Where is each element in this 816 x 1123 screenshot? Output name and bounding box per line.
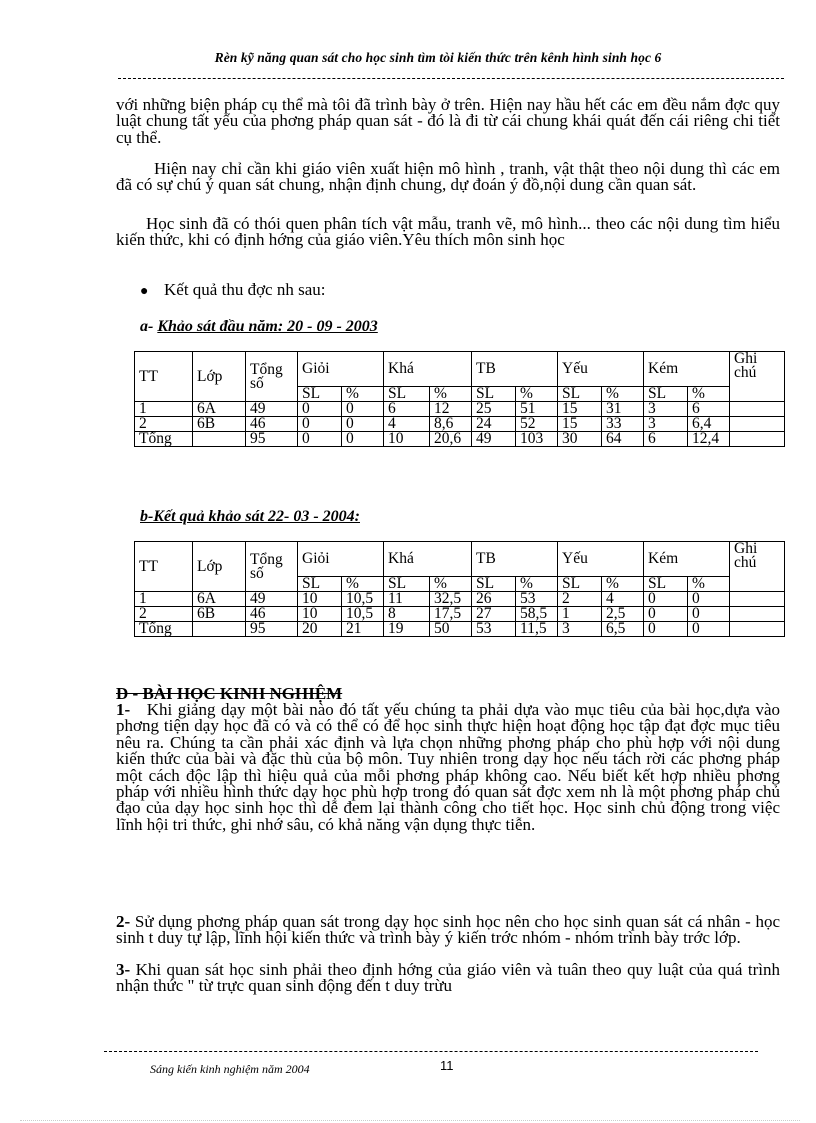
header-kha: Khá (384, 542, 472, 577)
survey-b-body (135, 592, 785, 637)
table-cell: 46 (246, 607, 298, 622)
table-cell: 64 (602, 432, 644, 447)
header-gioi: Giỏi (298, 542, 384, 577)
paragraph-1: với những biện pháp cụ thể mà tôi đã trình bày ở trên. Hiện nay hầu hết các em đều nắm đợc quy luật chung tất yếu của phơng pháp quan sát - đó là đi từ cái chung khái quát đến cái riêng chi tiết cụ thể. (116, 95, 780, 147)
table-cell (730, 432, 785, 447)
subheader-sl: SL (558, 577, 602, 592)
lesson-item-3-num: 3- (116, 960, 131, 979)
lesson-item-2 (116, 914, 780, 947)
table-cell (730, 402, 785, 417)
lesson-item-1 (116, 702, 780, 833)
header-gioi: Giỏi (298, 352, 384, 387)
table-cell: 17,5 (430, 607, 472, 622)
table-cell: 49 (246, 592, 298, 607)
header-ghi-chu: Ghi chú (730, 542, 785, 592)
table-cell: 3 (558, 622, 602, 637)
lesson-item-2-text: Sử dụng phơng pháp quan sát trong dạy học sinh học nên cho học sinh quan sát cá nhân - học sinh t duy tự lập, lĩnh hội kiến thức và trình bày ý kiến trớc nhóm - nhóm trình bày trớc lớp. (116, 912, 780, 948)
table-cell: 4 (384, 417, 430, 432)
section-d-title: D - BÀI HỌC KINH NGHIỆM (116, 684, 343, 703)
subheader-pct: % (688, 577, 730, 592)
subheader-pct: % (516, 577, 558, 592)
subheader-pct: % (430, 577, 472, 592)
subheader-sl: SL (384, 387, 430, 402)
table-cell: 2 (135, 417, 193, 432)
table-cell: 0 (644, 592, 688, 607)
page-header: Rèn kỹ năng quan sát cho học sinh tìm tòi kiến thức trên kênh hình sinh học 6 (214, 50, 662, 65)
table-cell: 1 (135, 592, 193, 607)
table-cell: 19 (384, 622, 430, 637)
survey-b-title (140, 508, 360, 526)
table-cell: 6A (193, 402, 246, 417)
header-divider (118, 78, 784, 79)
table-cell: 3 (644, 417, 688, 432)
subheader-pct: % (516, 387, 558, 402)
table-cell: 3 (644, 402, 688, 417)
table-cell: 12 (430, 402, 472, 417)
header-ghi-chu: Ghi chú (730, 352, 785, 402)
table-cell: 0 (342, 417, 384, 432)
table-cell: 0 (644, 607, 688, 622)
table-cell: 6A (193, 592, 246, 607)
table-cell: 53 (472, 622, 516, 637)
subheader-pct: % (430, 387, 472, 402)
subheader-pct: % (688, 387, 730, 402)
table-cell: 10 (298, 592, 342, 607)
header-tb: TB (472, 542, 558, 577)
survey-a-prefix: a- (140, 318, 154, 335)
page-number: 11 (440, 1058, 454, 1073)
table-cell: 103 (516, 432, 558, 447)
bullet-text: Kết quả thu đợc nh sau: (164, 280, 326, 299)
table-cell: 1 (135, 402, 193, 417)
table-cell: 6,4 (688, 417, 730, 432)
table-cell: 24 (472, 417, 516, 432)
table-cell: 30 (558, 432, 602, 447)
header-kha: Khá (384, 352, 472, 387)
table-cell: 32,5 (430, 592, 472, 607)
table-row (135, 417, 785, 432)
table-cell: 2,5 (602, 607, 644, 622)
survey-a-title-text: Khảo sát đầu năm: 20 - 09 - 2003 (157, 318, 378, 335)
table-cell: 20 (298, 622, 342, 637)
table-row (135, 432, 785, 447)
header-yeu: Yếu (558, 542, 644, 577)
table-cell: 0 (342, 402, 384, 417)
table-cell: 0 (298, 432, 342, 447)
table-cell: 10 (298, 607, 342, 622)
table-cell: 95 (246, 622, 298, 637)
table-cell: 11 (384, 592, 430, 607)
subheader-pct: % (602, 387, 644, 402)
table-cell: 58,5 (516, 607, 558, 622)
table-cell: 2 (135, 607, 193, 622)
table-cell: 0 (688, 607, 730, 622)
table-cell: 49 (472, 432, 516, 447)
table-cell: 46 (246, 417, 298, 432)
table-row (135, 622, 785, 637)
survey-a-title (140, 318, 378, 336)
table-cell: 0 (298, 402, 342, 417)
table-cell: 33 (602, 417, 644, 432)
table-cell: 0 (298, 417, 342, 432)
subheader-sl: SL (298, 387, 342, 402)
table-cell: 95 (246, 432, 298, 447)
table-cell: 10 (384, 432, 430, 447)
survey-b-table (134, 541, 785, 637)
table-cell: 0 (644, 622, 688, 637)
table-cell: 6 (644, 432, 688, 447)
header-tb: TB (472, 352, 558, 387)
table-cell (730, 592, 785, 607)
page-edge-line (20, 1120, 800, 1121)
header-lop: Lớp (193, 352, 246, 402)
subheader-sl: SL (472, 577, 516, 592)
lesson-item-3-text: Khi quan sát học sinh phải theo định hớng của giáo viên và tuân theo quy luật của quá trình nhận thức " từ trực quan sinh động đến t duy trừu (116, 960, 781, 996)
header-tong-so: Tổng số (246, 352, 298, 402)
table-cell: 31 (602, 402, 644, 417)
header-tt: TT (135, 542, 193, 592)
subheader-sl: SL (558, 387, 602, 402)
header-kem: Kém (644, 542, 730, 577)
table-cell: 15 (558, 417, 602, 432)
table-row (135, 607, 785, 622)
lesson-item-1-num: 1- (116, 700, 131, 719)
survey-a-table (134, 351, 785, 447)
subheader-sl: SL (644, 577, 688, 592)
table-cell: 8 (384, 607, 430, 622)
table-cell: 10,5 (342, 607, 384, 622)
footer-text: Sáng kiến kinh nghiệm năm 2004 (150, 1062, 310, 1076)
table-cell: 6B (193, 417, 246, 432)
footer-divider (104, 1051, 758, 1052)
table-cell: 20,6 (430, 432, 472, 447)
table-cell: 15 (558, 402, 602, 417)
table-row (135, 592, 785, 607)
table-cell: 4 (602, 592, 644, 607)
table-cell: 10,5 (342, 592, 384, 607)
table-cell: 12,4 (688, 432, 730, 447)
subheader-pct: % (342, 387, 384, 402)
survey-a-body (135, 402, 785, 447)
paragraph-3: Học sinh đã có thói quen phân tích vật mẫu, tranh vẽ, mô hình... theo các nội dung tìm hiểu kiến thức, khi có định hớng của giáo viên.Yêu thích môn sinh học (116, 214, 780, 250)
table-cell: 6 (688, 402, 730, 417)
bullet-item (140, 281, 325, 301)
header-lop: Lớp (193, 542, 246, 592)
subheader-pct: % (602, 577, 644, 592)
subheader-sl: SL (472, 387, 516, 402)
subheader-pct: % (342, 577, 384, 592)
table-cell: 53 (516, 592, 558, 607)
header-kem: Kém (644, 352, 730, 387)
table-cell: 11,5 (516, 622, 558, 637)
lesson-item-2-num: 2- (116, 912, 131, 931)
table-cell: 6B (193, 607, 246, 622)
table-cell (193, 432, 246, 447)
header-tong-so: Tổng số (246, 542, 298, 592)
subheader-sl: SL (298, 577, 342, 592)
header-tt: TT (135, 352, 193, 402)
table-cell (730, 622, 785, 637)
table-cell: 51 (516, 402, 558, 417)
table-cell (193, 622, 246, 637)
table-cell: 0 (688, 622, 730, 637)
table-cell: 25 (472, 402, 516, 417)
table-cell: 8,6 (430, 417, 472, 432)
table-cell: 27 (472, 607, 516, 622)
survey-b-title-text: b-Kết quả khảo sát 22- 03 - 2004: (140, 508, 360, 525)
table-cell: 0 (688, 592, 730, 607)
lesson-item-1-text: Khi giảng dạy một bài nào đó tất yếu chúng ta phải dựa vào mục tiêu của bài học,dựa vào phơng tiện dạy học đã có và có thể có để học sinh thực hiện hoạt động học tập đạt đợc mục tiêu nêu ra. Chúng ta cần phải xác định và lựa chọn những phơng pháp cho phù hợp với nội dung kiến thức của bài và đặc thù của bộ môn. Tuy nhiên trong dạy học nếu tách rời các phơng pháp một cách độc lập thì hiệu quả của mỗi phơng pháp không cao. Nếu biết kết hợp nhiều phơng pháp với nhiều hình thức dạy học phù hợp trong đó quan sát đợc xem nh là một phơng pháp chủ đạo của dạy học sinh học thì dễ đem lại thành công cho tiết học. Học sinh chủ động trong việc lĩnh hội tri thức, ghi nhớ sâu, có khả năng vận dụng thực tiễn. (116, 700, 781, 834)
table-cell: Tổng (135, 432, 193, 447)
table-row (135, 402, 785, 417)
table-cell: Tổng (135, 622, 193, 637)
table-cell: 21 (342, 622, 384, 637)
table-cell: 26 (472, 592, 516, 607)
table-cell: 2 (558, 592, 602, 607)
subheader-sl: SL (644, 387, 688, 402)
table-cell: 49 (246, 402, 298, 417)
table-cell (730, 417, 785, 432)
subheader-sl: SL (384, 577, 430, 592)
table-cell (730, 607, 785, 622)
table-cell: 6,5 (602, 622, 644, 637)
header-yeu: Yếu (558, 352, 644, 387)
bullet-dot-icon: ● (140, 284, 149, 299)
lesson-item-3 (116, 962, 780, 995)
table-cell: 50 (430, 622, 472, 637)
paragraph-2: Hiện nay chỉ cần khi giáo viên xuất hiện mô hình , tranh, vật thật theo nội dung thì các em đã có sự chú ý quan sát chung, nhận định chung, dự đoán ý đồ,nội dung cần quan sát. (116, 159, 780, 195)
table-cell: 52 (516, 417, 558, 432)
table-cell: 1 (558, 607, 602, 622)
table-cell: 6 (384, 402, 430, 417)
table-cell: 0 (342, 432, 384, 447)
